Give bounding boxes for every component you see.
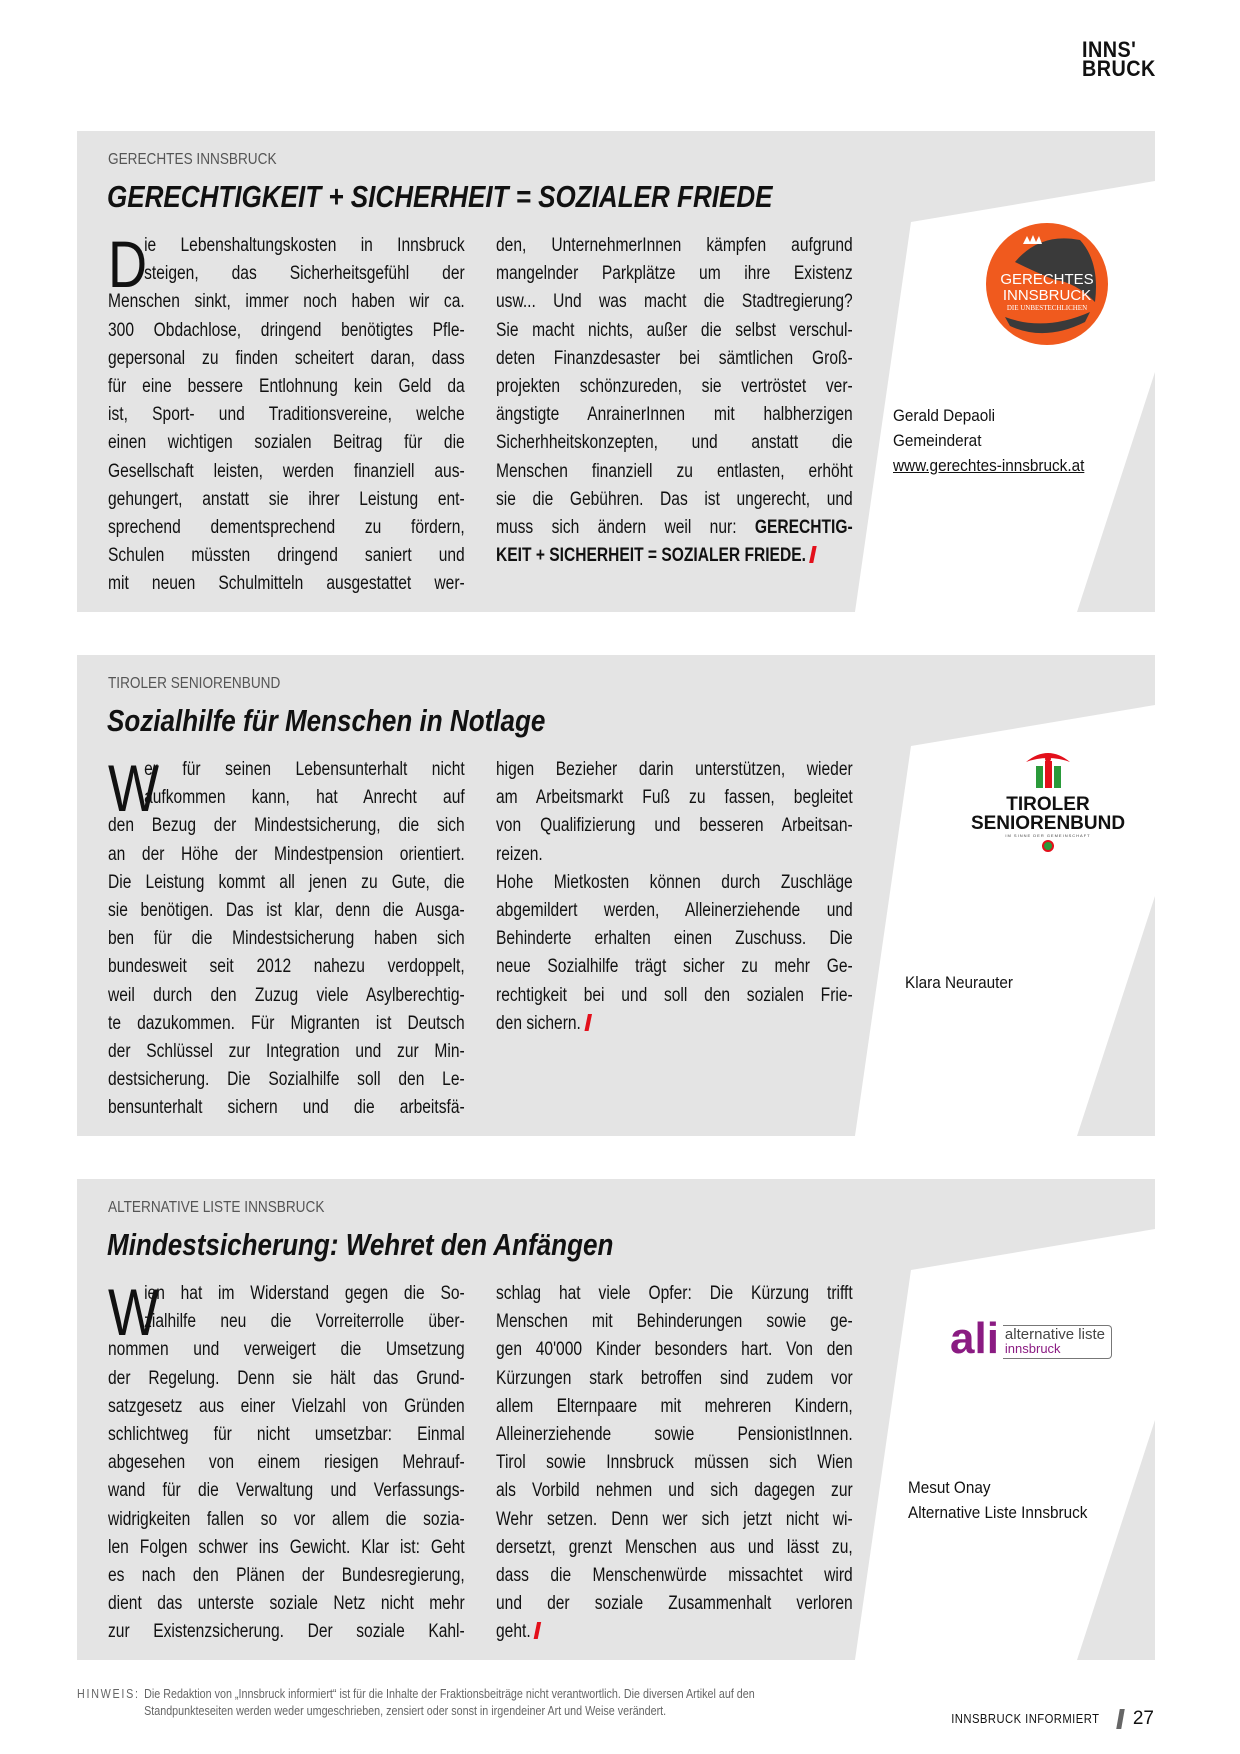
text-line: an der Höhe der Mindestpension orientiert. <box>108 843 465 865</box>
party-article <box>77 131 1155 612</box>
text-line: muss sich ändern weil nur: GERECHTIG- <box>496 516 853 538</box>
article-title: Sozialhilfe für Menschen in Notlage <box>107 703 546 738</box>
text-line: den sichern. <box>496 1010 853 1038</box>
magazine-name: INNSBRUCK INFORMIERT <box>951 1712 1100 1726</box>
text-line: gehungert, anstatt sie ihrer Leistung ent- <box>108 488 465 510</box>
seniorenbund-emblem-icon <box>1042 840 1054 852</box>
text-line: Sie macht nichts, außer die selbst verschul- <box>496 319 853 341</box>
text-line: weil durch den Zuzug viele Asylberechtig- <box>108 984 465 1006</box>
drop-cap: D <box>108 227 148 301</box>
text-line: schlichtweg für nicht umsetzbar: Einmal <box>108 1423 465 1445</box>
party-name: ALTERNATIVE LISTE INNSBRUCK <box>108 1199 325 1216</box>
text-line: einen wichtigen sozialen Beitrag für die <box>108 432 465 454</box>
article-column-2 <box>496 232 853 570</box>
text-line: projekten schönzureden, sie vertröstet ver- <box>496 375 853 397</box>
text-line: dersetzt, grenzt Menschen aus und lässt zu, <box>496 1536 853 1558</box>
page-footer <box>943 1708 1154 1730</box>
text-line: satzgesetz aus einer Vielzahl von Gründen <box>108 1395 465 1417</box>
text-line: aufkommen kann, hat Anrecht auf <box>144 787 465 809</box>
text-line: gen 40'000 Kinder besonders hart. Von den <box>496 1339 853 1361</box>
party-article <box>77 1179 1155 1660</box>
text-line: von Qualifizierung und besseren Arbeitsan- <box>496 815 853 837</box>
text-line: ängstigte AnrainerInnen mit halbherzigen <box>496 404 853 426</box>
text-line: Menschen finanziell zu entlasten, erhöht <box>496 460 853 482</box>
text-line: Kürzungen stark betroffen sind zudem vor <box>496 1367 853 1389</box>
text-line: steigen, das Sicherheitsgefühl der <box>144 263 465 285</box>
disclaimer-label: HINWEIS: <box>77 1687 140 1701</box>
text-line: deten Finanzdesaster bei sämtlichen Groß- <box>496 347 853 369</box>
text-line: zur Existenzsicherung. Der soziale Kahl- <box>108 1621 465 1643</box>
text-line: rechtigkeit bei und soll den sozialen Frie- <box>496 984 853 1006</box>
drop-cap: W <box>108 1275 160 1349</box>
text-line: Menschen sinkt, immer noch haben wir ca. <box>108 291 465 313</box>
text-line: ben für die Mindestsicherung haben sich <box>108 928 465 950</box>
text-line: higen Bezieher darin unterstützen, wieder <box>496 759 853 780</box>
article-title: GERECHTIGKEIT + SICHERHEIT = SOZIALER FRIEDE <box>107 179 773 214</box>
text-line: den Bezug der Mindestsicherung, die sich <box>108 815 465 837</box>
text-line: ien hat im Widerstand gegen die So- <box>144 1283 465 1304</box>
end-mark-icon <box>584 1014 592 1031</box>
text-line: ist, Sport- und Traditionsvereine, welche <box>108 404 465 426</box>
umbrella-figures-icon <box>1018 748 1078 790</box>
gerechtes-innsbruck-logo: GERECHTES INNSBRUCK DIE UNBESTECHLICHEN <box>985 222 1109 346</box>
article-column-1 <box>108 227 465 598</box>
text-line: der Regelung. Denn sie hält das Grund- <box>108 1367 465 1389</box>
text-line: abgesehen von einem riesigen Mehrauf- <box>108 1452 465 1474</box>
alternative-liste-logo: ali alternative liste innsbruck <box>950 1319 1112 1359</box>
end-mark-icon <box>534 1622 542 1639</box>
text-line: Tirol sowie Innsbruck müssen sich Wien <box>496 1452 853 1474</box>
party-name: GERECHTES INNSBRUCK <box>108 151 277 168</box>
text-line: gepersonal zu finden scheitert daran, dass <box>108 347 465 369</box>
text-line: mangelnder Parkplätze um ihre Existenz <box>496 263 853 285</box>
innsbruck-brand-logo: INNS' BRUCK <box>1082 37 1156 81</box>
text-line: Sicherhheitskonzepten, und anstatt die <box>496 432 853 454</box>
text-line: bensunterhalt sichern und die arbeitsfä- <box>108 1097 465 1119</box>
end-mark-icon <box>809 546 817 563</box>
text-line: mit neuen Schulmitteln ausgestattet wer- <box>108 573 465 595</box>
text-line: 300 Obdachlose, dringend benötigtes Pfle- <box>108 319 465 341</box>
text-line: te dazukommen. Für Migranten ist Deutsch <box>108 1012 465 1034</box>
text-line: sie die Gebühren. Das ist ungerecht, und <box>496 488 853 510</box>
text-line: len Folgen schwer ins Gewicht. Klar ist: Geht <box>108 1536 465 1558</box>
text-line: dient das unterste soziale Netz nicht mehr <box>108 1593 465 1615</box>
text-line: Schulen müssten dringend saniert und <box>108 545 465 567</box>
text-line: nommen und verweigert die Umsetzung <box>108 1339 465 1361</box>
text-line: destsicherung. Die Sozialhilfe soll den Le- <box>108 1069 465 1091</box>
text-line: neue Sozialhilfe trägt sicher zu mehr Ge- <box>496 956 853 978</box>
text-line: geht. <box>496 1618 853 1646</box>
article-column-1 <box>108 1275 465 1646</box>
article-column-1 <box>108 751 465 1122</box>
text-line: Wehr setzen. Denn wer sich jetzt nicht wi- <box>496 1508 853 1530</box>
text-line: wand für die Verwaltung und Verfassungs- <box>108 1480 465 1502</box>
party-website-link[interactable]: www.gerechtes-innsbruck.at <box>893 456 1085 475</box>
text-line: Die Leistung kommt all jenen zu Gute, die <box>108 871 465 893</box>
text-line: Menschen mit Behinderungen sowie ge- <box>496 1311 853 1333</box>
text-line: und der soziale Zusammenhalt verloren <box>496 1593 853 1615</box>
drop-cap: W <box>108 751 160 825</box>
text-line: reizen. <box>496 843 543 865</box>
text-line: allem Elternpaare mit mehreren Kindern, <box>496 1395 853 1417</box>
text-line: den, UnternehmerInnen kämpfen aufgrund <box>496 235 853 256</box>
text-line: bundesweit seit 2012 nahezu verdoppelt, <box>108 956 465 978</box>
text-line: dass die Menschenwürde missachtet wird <box>496 1564 853 1586</box>
author-info: Mesut Onay Alternative Liste Innsbruck <box>908 1478 1088 1522</box>
text-line: für eine bessere Entlohnung kein Geld da <box>108 375 465 397</box>
page-number: 27 <box>1132 1708 1154 1729</box>
text-line: schlag hat viele Opfer: Die Kürzung trifft <box>496 1283 853 1304</box>
text-line: er für seinen Lebensunterhalt nicht <box>144 759 465 780</box>
article-title: Mindestsicherung: Wehret den Anfängen <box>107 1227 614 1262</box>
text-line: es nach den Plänen der Bundesregierung, <box>108 1564 465 1586</box>
text-line: widrigkeiten fallen so vor allem die sozia- <box>108 1508 465 1530</box>
party-name: TIROLER SENIORENBUND <box>108 675 281 692</box>
party-article <box>77 655 1155 1136</box>
text-line: KEIT + SICHERHEIT = SOZIALER FRIEDE. <box>496 542 853 570</box>
article-column-2 <box>496 756 853 1038</box>
text-line: usw... Und was macht die Stadtregierung? <box>496 291 853 313</box>
author-info: Klara Neurauter <box>905 973 1014 992</box>
text-line: am Arbeitsmarkt Fuß zu fassen, begleitet <box>496 787 853 809</box>
text-line: ie Lebenshaltungskosten in Innsbruck <box>144 235 465 256</box>
slash-divider <box>1116 1709 1125 1729</box>
text-line: sie benötigen. Das ist klar, denn die Ausga- <box>108 899 465 921</box>
text-line: der Schlüssel zur Integration und zur Min- <box>108 1040 465 1062</box>
text-line: Gesellschaft leisten, werden finanziell aus- <box>108 460 465 482</box>
tiroler-seniorenbund-logo: TIROLER SENIORENBUND IM SINNE DER GEMEINSCHAFT <box>970 748 1126 852</box>
author-info: Gerald Depaoli Gemeinderat www.gerechtes-innsbruck.at <box>893 406 1085 475</box>
text-line: Alleinerziehende sowie PensionistInnen. <box>496 1423 853 1445</box>
text-line: sprechend dementsprechend zu fördern, <box>108 516 465 538</box>
text-line: Hohe Mietkosten können durch Zuschläge <box>496 871 853 893</box>
text-line: als Vorbild nehmen und sich dagegen zur <box>496 1480 853 1502</box>
text-line: Behinderte erhalten einen Zuschuss. Die <box>496 928 853 950</box>
text-line: zialhilfe neu die Vorreiterrolle über- <box>144 1311 465 1333</box>
article-column-2 <box>496 1280 853 1646</box>
disclaimer-note: HINWEIS: Die Redaktion von „Innsbruck informiert“ ist für die Inhalte der Fraktionsbeiträge nicht verantwortlich. Die diversen Artikel auf den Standpunkteseiten werden weder umgeschrieben, zensiert oder sonst in irgendeiner Art und Weise verändert. <box>77 1687 755 1718</box>
text-line: abgemildert werden, Alleinerziehende und <box>496 899 853 921</box>
